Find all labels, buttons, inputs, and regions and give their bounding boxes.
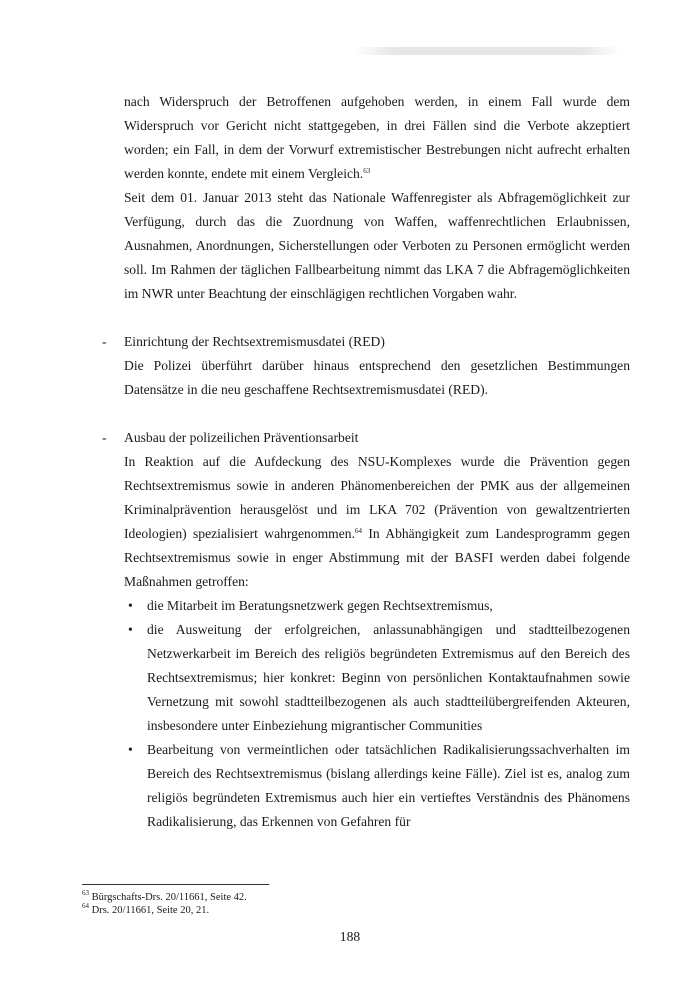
section-red bbox=[102, 330, 630, 402]
footnotes bbox=[82, 891, 602, 917]
bullet-icon: • bbox=[128, 622, 133, 637]
footnote-64: $^{64}$ Drs. 20/11661, Seite 20, 21. bbox=[82, 902, 210, 916]
list-item: • Bearbeitung von vermeintlichen oder tatsächlichen Radikalisierungssachverhalten im Bereich des Rechtsextremismus (bislang allerdings keine Fälle). Ziel ist es, analog zum religiös begründeten Extremismus auch hier ein vertieftes Verständnis des Phänomens Radikalisierung, das Erkennen von Gefahren für bbox=[124, 738, 630, 834]
page-number: 188 bbox=[339, 929, 361, 944]
bullet-icon: • bbox=[128, 598, 133, 613]
dash-marker: - bbox=[102, 334, 107, 349]
measures-list bbox=[124, 594, 630, 834]
paragraph-2: Seit dem 01. Januar 2013 steht das Nationale Waffenregister als Abfragemöglichkeit zur Verfügung, durch das die Zuordnung von Waffen, waffenrechtlichen Erlaubnissen, Ausnahmen, Anordnungen, Sicherstellungen oder Verboten zu Personen ermöglicht werden soll. Im Rahmen der täglichen Fallbearbeitung nimmt das LKA 7 die Abfragemöglichkeiten im NWR unter Beachtung der einschlägigen rechtlichen Vorgaben wahr. bbox=[124, 190, 630, 301]
section-title-red: Einrichtung der Rechtsextremismusdatei (RED) bbox=[124, 334, 385, 349]
main-text bbox=[102, 90, 631, 834]
paragraph-1: nach Widerspruch der Betroffenen aufgehoben werden, in einem Fall wurde dem Widerspruch vor Gericht nicht stattgegeben, in drei Fällen sind die Verbote akzeptiert worden; ein Fall, in dem der Vorwurf extremistischer Bestrebungen nicht aufrecht erhalten werden konnte, endete mit einem Vergleich.$^{63}$ bbox=[124, 94, 630, 181]
footnote-ref-64[interactable]: 64 bbox=[355, 527, 362, 535]
footnote-divider bbox=[82, 884, 269, 885]
dash-marker: - bbox=[102, 430, 107, 445]
footnote-ref-63[interactable]: 63 bbox=[363, 167, 371, 175]
bullet-icon: • bbox=[128, 742, 133, 757]
section-title-praevention: Ausbau der polizeilichen Präventionsarbeit bbox=[124, 430, 359, 445]
section-praevention bbox=[102, 426, 631, 834]
section-text-praevention: In Reaktion auf die Aufdeckung des NSU-Komplexes wurde die Prävention gegen Rechtsextremismus sowie in anderen Phänomenbereichen der PMK aus der allgemeinen Kriminalprävention herausgelöst und im LKA 702 (Prävention von gewaltzentrierten Ideologien) spezialisiert wahrgenommen.$^{64}$ In Abhängigkeit zum Landesprogramm gegen Rechtsextremismus sowie in enger Abstimmung mit der BASFI werden dabei folgende Maßnahmen getroffen: bbox=[124, 454, 631, 589]
section-text-red: Die Polizei überführt darüber hinaus entsprechend den gesetzlichen Bestimmungen Datensätze in die neu geschaffene Rechtsextremismusdatei (RED). bbox=[124, 358, 630, 397]
list-item: • die Ausweitung der erfolgreichen, anlassunabhängigen und stadtteilbezogenen Netzwerkarbeit im Bereich des religiös begründeten Extremismus auf den Bereich des Rechtsextremismus; hier konkret: Beginn von persönlichen Kontaktaufnahmen sowie Vernetzung mit sowohl stadtteilbezogenen als auch stadtteilübergreifenden Akteuren, insbesondere unter Einbeziehung migrantischer Communities bbox=[124, 618, 630, 738]
footnote-63: $^{63}$ Bürgschafts-Drs. 20/11661, Seite 42. bbox=[82, 889, 247, 903]
running-header bbox=[355, 47, 620, 55]
list-item: • die Mitarbeit im Beratungsnetzwerk gegen Rechtsextremismus, bbox=[124, 594, 630, 618]
